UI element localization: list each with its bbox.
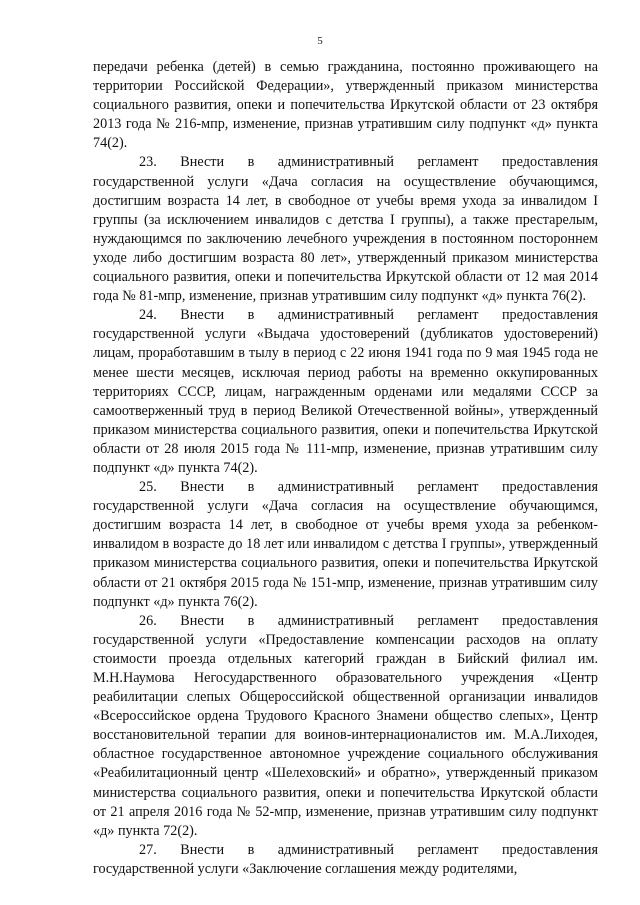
paragraph-item-24: 24. Внести в административный регламент предоставления государственной услуги «Выдача удостоверений (дубликатов удостоверений) лицам, проработавшим в тылу в период с 22 июня 1941 года по 9 мая 1945 года не менее шести месяцев, исключая период работы на временно оккупированных территориях СССР, лицам, награжденным орденами или медалями СССР за самоотверженный труд в период Великой Отечественной войны», утвержденный приказом министерства социального развития, опеки и попечительства Иркутской области от 28 июля 2015 года № 111-мпр, изменение, признав утратившим силу подпункт «д» пункта 74(2). [93,307,598,476]
paragraph-item-27: 27. Внести в административный регламент предоставления государственной услуги «Заключение соглашения между родителями, [93,841,598,877]
page-number: 5 [317,35,323,47]
paragraph-item-23: 23. Внести в административный регламент предоставления государственной услуги «Дача согласия на осуществление обучающимся, достигшим возраста 14 лет, в свободное от учебы время ухода за инвалидом I группы (за исключением инвалидов с детства I группы), а также престарелым, нуждающимся по заключению лечебного учреждения в постоянном постороннем уходе либо достигшим возраста 80 лет», утвержденный приказом министерства социального развития, опеки и попечительства Иркутской области от 12 мая 2014 года № 81-мпр, изменение, признав утратившим силу подпункт «д» пункта 76(2). [93,154,598,305]
paragraph-item-25: 25. Внести в административный регламент предоставления государственной услуги «Дача согласия на осуществление обучающимся, достигшим возраста 14 лет, в свободное от учебы время ухода за ребенком-инвалидом в возрасте до 18 лет или инвалидом с детства I группы», утвержденный приказом министерства социального развития, опеки и попечительства Иркутской области от 21 октября 2015 года № 151-мпр, изменение, признав утратившим силу подпункт «д» пункта 76(2). [93,479,598,610]
paragraph-continuation: передачи ребенка (детей) в семью гражданина, постоянно проживающего на территории Российской Федерации», утвержденный приказом министерства социального развития, опеки и попечительства Иркутской области от 23 октября 2013 года № 216-мпр, изменение, признав утратившим силу подпункт «д» пункта 74(2). [93,59,598,152]
document-body [93,58,598,879]
paragraph-item-26: 26. Внести в административный регламент предоставления государственной услуги «Предоставление компенсации расходов на оплату стоимости проезда отдельных категорий граждан в Бийский филиал им. М.Н.Наумова Негосударственного образовательного учреждения «Центр реабилитации слепых Общероссийской общественной организации инвалидов «Всероссийское ордена Трудового Красного Знамени общество слепых», Центр восстановительной терапии для воинов-интернационалистов им. М.А.Лиходея, областное государственное автономное учреждение социального обслуживания «Реабилитационный центр «Шелеховский» и обратно», утвержденный приказом министерства социального развития, опеки и попечительства Иркутской области от 21 апреля 2016 года № 52-мпр, изменение, признав утратившим силу подпункт «д» пункта 72(2). [93,612,598,839]
